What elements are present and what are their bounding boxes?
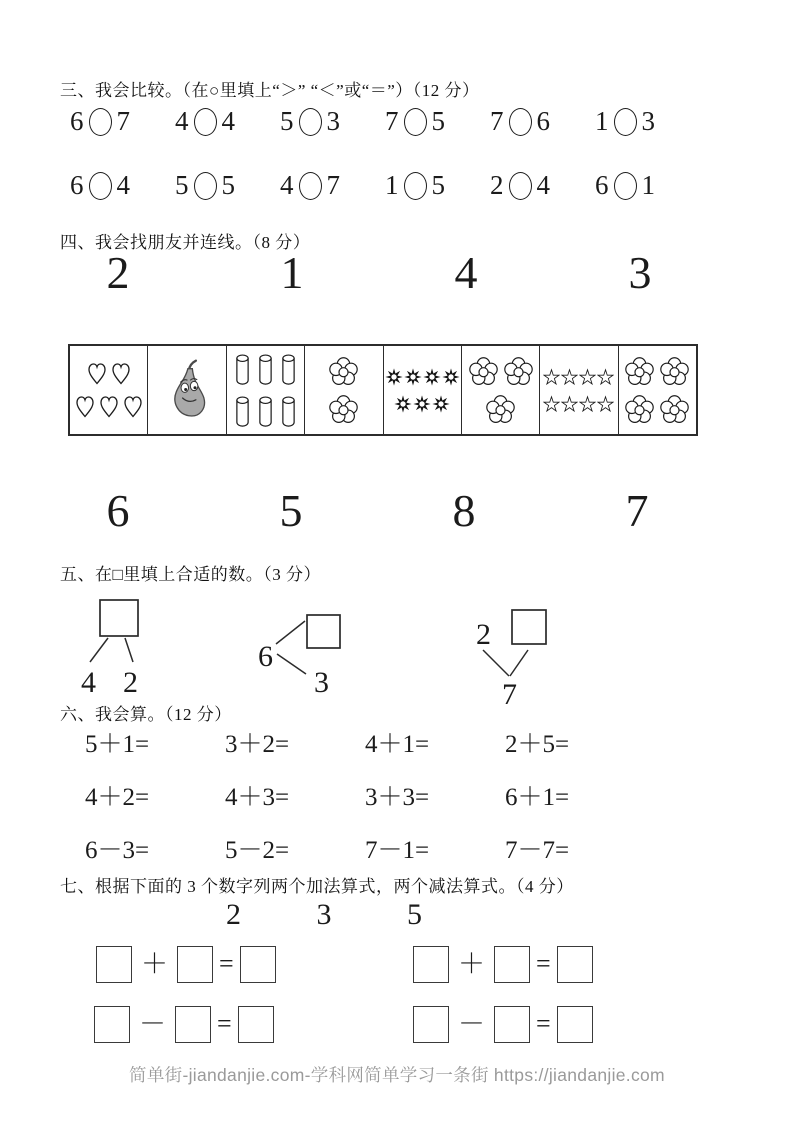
flower-icon bbox=[660, 357, 689, 386]
compare-row-1 bbox=[70, 106, 655, 137]
compare-left-number: 4 bbox=[280, 170, 294, 200]
number-bond-3 bbox=[466, 596, 576, 714]
answer-box[interactable] bbox=[238, 1006, 274, 1043]
pear-icon bbox=[160, 358, 214, 422]
compare-left-number: 1 bbox=[385, 170, 399, 200]
answer-box[interactable] bbox=[177, 946, 213, 983]
flower-icon bbox=[625, 395, 654, 424]
section-compare-heading: 三、我会比较。（在○里填上“＞” “＜”或“＝”）（12 分） bbox=[60, 81, 480, 100]
match-cell-pear-1[interactable] bbox=[148, 346, 226, 434]
calc-expression: 4＋3= bbox=[225, 784, 290, 811]
number-bond-1 bbox=[75, 592, 205, 700]
plus-sign: ＋ bbox=[458, 948, 485, 979]
compare-answer-circle[interactable] bbox=[299, 172, 322, 200]
burst-icon bbox=[394, 395, 412, 413]
equals-sign: = bbox=[219, 949, 234, 978]
compare-left-number: 5 bbox=[175, 170, 189, 200]
compare-right-number: 7 bbox=[116, 106, 130, 136]
heart-icon bbox=[99, 395, 119, 419]
flower-icon bbox=[486, 395, 515, 424]
burst-icon bbox=[442, 368, 460, 386]
match-cell-flowers-4[interactable] bbox=[619, 346, 696, 434]
shape-row bbox=[483, 395, 518, 424]
bond3-answer-box[interactable] bbox=[512, 610, 546, 644]
compare-pair bbox=[175, 170, 235, 201]
equals-sign: = bbox=[536, 1009, 551, 1038]
build-number: 3 bbox=[316, 898, 332, 931]
compare-left-number: 6 bbox=[595, 170, 609, 200]
match-cell-flowers-3[interactable] bbox=[462, 346, 540, 434]
shape-row bbox=[326, 357, 361, 386]
heart-icon bbox=[87, 362, 107, 386]
compare-answer-circle[interactable] bbox=[89, 172, 112, 200]
addition-equation-2 bbox=[413, 944, 593, 984]
match-table bbox=[68, 344, 698, 436]
build-number: 5 bbox=[407, 898, 422, 931]
shape-row bbox=[384, 368, 460, 386]
flower-icon bbox=[660, 395, 689, 424]
section-calc-heading: 六、我会算。（12 分） bbox=[60, 705, 232, 724]
calc-expression: 5－2= bbox=[225, 837, 290, 864]
compare-row-2 bbox=[70, 170, 655, 201]
compare-left-number: 6 bbox=[70, 106, 84, 136]
compare-answer-circle[interactable] bbox=[404, 172, 427, 200]
compare-answer-circle[interactable] bbox=[509, 108, 532, 136]
flower-icon bbox=[469, 357, 498, 386]
star-icon bbox=[597, 368, 614, 386]
compare-answer-circle[interactable] bbox=[194, 108, 217, 136]
star-icon bbox=[543, 395, 560, 413]
answer-box[interactable] bbox=[175, 1006, 211, 1043]
compare-pair bbox=[595, 170, 655, 201]
star-icon bbox=[579, 368, 596, 386]
answer-box[interactable] bbox=[494, 946, 530, 983]
bond3-bottom-number: 7 bbox=[502, 678, 517, 711]
subtraction-equation-2 bbox=[413, 1004, 593, 1044]
answer-box[interactable] bbox=[94, 1006, 130, 1043]
shape-row bbox=[543, 368, 615, 386]
shape-row bbox=[231, 395, 300, 428]
bond1-right-number: 2 bbox=[123, 666, 138, 699]
cylinder-icon bbox=[258, 395, 273, 428]
match-number[interactable]: 7 bbox=[625, 485, 649, 536]
bond3-right-line bbox=[510, 650, 528, 676]
burst-icon bbox=[423, 368, 441, 386]
match-cell-cylinders-6[interactable] bbox=[227, 346, 305, 434]
number-bond-2 bbox=[250, 596, 360, 700]
shape-row bbox=[231, 353, 300, 386]
answer-box[interactable] bbox=[494, 1006, 530, 1043]
section-bonds-heading: 五、在□里填上合适的数。（3 分） bbox=[60, 565, 322, 584]
cylinder-icon bbox=[281, 353, 296, 386]
shape-row bbox=[326, 395, 361, 424]
section-build-heading: 七、根据下面的 3 个数字列两个加法算式，两个减法算式。（4 分） bbox=[60, 877, 574, 896]
match-bottom-numbers bbox=[95, 484, 660, 537]
burst-icon bbox=[385, 368, 403, 386]
match-cell-stars-8[interactable] bbox=[540, 346, 618, 434]
heart-icon bbox=[123, 395, 143, 419]
bond2-upper-line bbox=[276, 621, 305, 644]
compare-left-number: 2 bbox=[490, 170, 504, 200]
shape-row bbox=[622, 357, 692, 386]
bond2-lower-line bbox=[277, 654, 306, 674]
equals-sign: = bbox=[217, 1009, 232, 1038]
calc-expression: 5＋1= bbox=[85, 731, 150, 758]
plus-sign: ＋ bbox=[141, 948, 168, 979]
star-icon bbox=[579, 395, 596, 413]
match-number[interactable]: 4 bbox=[454, 247, 478, 298]
cylinder-icon bbox=[235, 395, 250, 428]
footer-watermark: 简单街-jiandanjie.com-学科网简单学习一条街 https://jiandanjie.com bbox=[129, 1065, 665, 1085]
compare-right-number: 4 bbox=[221, 106, 235, 136]
compare-right-number: 4 bbox=[116, 170, 130, 200]
bond2-bottom-number: 3 bbox=[314, 666, 329, 699]
equals-sign: = bbox=[536, 949, 551, 978]
match-number[interactable]: 5 bbox=[279, 485, 303, 536]
calc-expression: 3＋2= bbox=[225, 731, 290, 758]
cylinder-icon bbox=[281, 395, 296, 428]
cylinder-icon bbox=[235, 353, 250, 386]
burst-icon bbox=[432, 395, 450, 413]
compare-answer-circle[interactable] bbox=[614, 172, 637, 200]
match-cell-flowers-2[interactable] bbox=[305, 346, 383, 434]
compare-pair bbox=[385, 106, 445, 137]
compare-left-number: 4 bbox=[175, 106, 189, 136]
compare-pair bbox=[280, 170, 340, 201]
bond3-top-number: 2 bbox=[476, 618, 491, 651]
burst-icon bbox=[404, 368, 422, 386]
bond1-left-number: 4 bbox=[81, 666, 96, 699]
heart-icon bbox=[75, 395, 95, 419]
answer-box[interactable] bbox=[557, 1006, 593, 1043]
addition-equation-1 bbox=[96, 944, 276, 984]
build-given-numbers bbox=[226, 898, 422, 932]
compare-right-number: 5 bbox=[431, 106, 445, 136]
calc-expression: 4＋2= bbox=[85, 784, 150, 811]
calc-expression: 2＋5= bbox=[505, 731, 570, 758]
compare-pair bbox=[175, 106, 235, 137]
shape-row bbox=[622, 395, 692, 424]
calc-grid bbox=[85, 724, 645, 883]
compare-answer-circle[interactable] bbox=[89, 108, 112, 136]
compare-right-number: 1 bbox=[641, 170, 655, 200]
star-icon bbox=[561, 395, 578, 413]
flower-icon bbox=[329, 395, 358, 424]
match-number[interactable]: 3 bbox=[628, 247, 652, 298]
star-icon bbox=[561, 368, 578, 386]
star-icon bbox=[597, 395, 614, 413]
match-cell-hearts-5[interactable] bbox=[70, 346, 148, 434]
subtraction-equation-1 bbox=[94, 1004, 274, 1044]
compare-right-number: 7 bbox=[326, 170, 340, 200]
answer-box[interactable] bbox=[96, 946, 132, 983]
compare-answer-circle[interactable] bbox=[194, 172, 217, 200]
minus-sign: － bbox=[139, 1008, 166, 1039]
compare-right-number: 5 bbox=[431, 170, 445, 200]
match-number[interactable]: 8 bbox=[452, 485, 476, 536]
bond3-left-line bbox=[483, 650, 509, 676]
calc-expression: 3＋3= bbox=[365, 784, 430, 811]
shape-row bbox=[73, 395, 145, 419]
match-cell-burst-stars-7[interactable] bbox=[384, 346, 462, 434]
bond2-answer-box[interactable] bbox=[307, 615, 340, 648]
calc-expression: 6－3= bbox=[85, 837, 150, 864]
calc-expression: 6＋1= bbox=[505, 784, 570, 811]
compare-right-number: 3 bbox=[641, 106, 655, 136]
compare-pair bbox=[490, 170, 550, 201]
compare-left-number: 5 bbox=[280, 106, 294, 136]
compare-pair bbox=[70, 106, 130, 137]
burst-icon bbox=[413, 395, 431, 413]
match-top-numbers bbox=[95, 246, 663, 299]
star-icon bbox=[543, 368, 560, 386]
match-number[interactable]: 6 bbox=[106, 485, 130, 536]
compare-answer-circle[interactable] bbox=[509, 172, 532, 200]
bond1-right-line bbox=[125, 638, 133, 662]
shape-row bbox=[85, 362, 133, 386]
answer-box[interactable] bbox=[413, 946, 449, 983]
compare-right-number: 3 bbox=[326, 106, 340, 136]
answer-box[interactable] bbox=[557, 946, 593, 983]
compare-pair bbox=[280, 106, 340, 137]
shape-row bbox=[160, 358, 214, 422]
compare-pair bbox=[385, 170, 445, 201]
build-number: 2 bbox=[226, 898, 241, 931]
shape-row bbox=[466, 357, 536, 386]
compare-answer-circle[interactable] bbox=[299, 108, 322, 136]
cylinder-icon bbox=[258, 353, 273, 386]
compare-answer-circle[interactable] bbox=[614, 108, 637, 136]
calc-expression: 7－7= bbox=[505, 837, 570, 864]
bond2-left-number: 6 bbox=[258, 640, 273, 673]
flower-icon bbox=[625, 357, 654, 386]
shape-row bbox=[394, 395, 451, 413]
answer-box[interactable] bbox=[240, 946, 276, 983]
bond1-left-line bbox=[90, 638, 108, 662]
match-number[interactable]: 2 bbox=[106, 247, 130, 298]
shape-row bbox=[543, 395, 615, 413]
compare-left-number: 1 bbox=[595, 106, 609, 136]
match-number[interactable]: 1 bbox=[280, 247, 304, 298]
compare-left-number: 7 bbox=[385, 106, 399, 136]
compare-left-number: 7 bbox=[490, 106, 504, 136]
section-match-heading: 四、我会找朋友并连线。（8 分） bbox=[60, 233, 311, 252]
calc-expression: 4＋1= bbox=[365, 731, 430, 758]
compare-right-number: 4 bbox=[536, 170, 550, 200]
compare-right-number: 5 bbox=[221, 170, 235, 200]
minus-sign: － bbox=[458, 1008, 485, 1039]
calc-expression: 7－1= bbox=[365, 837, 430, 864]
flower-icon bbox=[504, 357, 533, 386]
compare-pair bbox=[490, 106, 550, 137]
compare-pair bbox=[595, 106, 655, 137]
flower-icon bbox=[329, 357, 358, 386]
heart-icon bbox=[111, 362, 131, 386]
compare-pair bbox=[70, 170, 130, 201]
compare-left-number: 6 bbox=[70, 170, 84, 200]
bond1-answer-box[interactable] bbox=[100, 600, 138, 636]
compare-right-number: 6 bbox=[536, 106, 550, 136]
answer-box[interactable] bbox=[413, 1006, 449, 1043]
compare-answer-circle[interactable] bbox=[404, 108, 427, 136]
